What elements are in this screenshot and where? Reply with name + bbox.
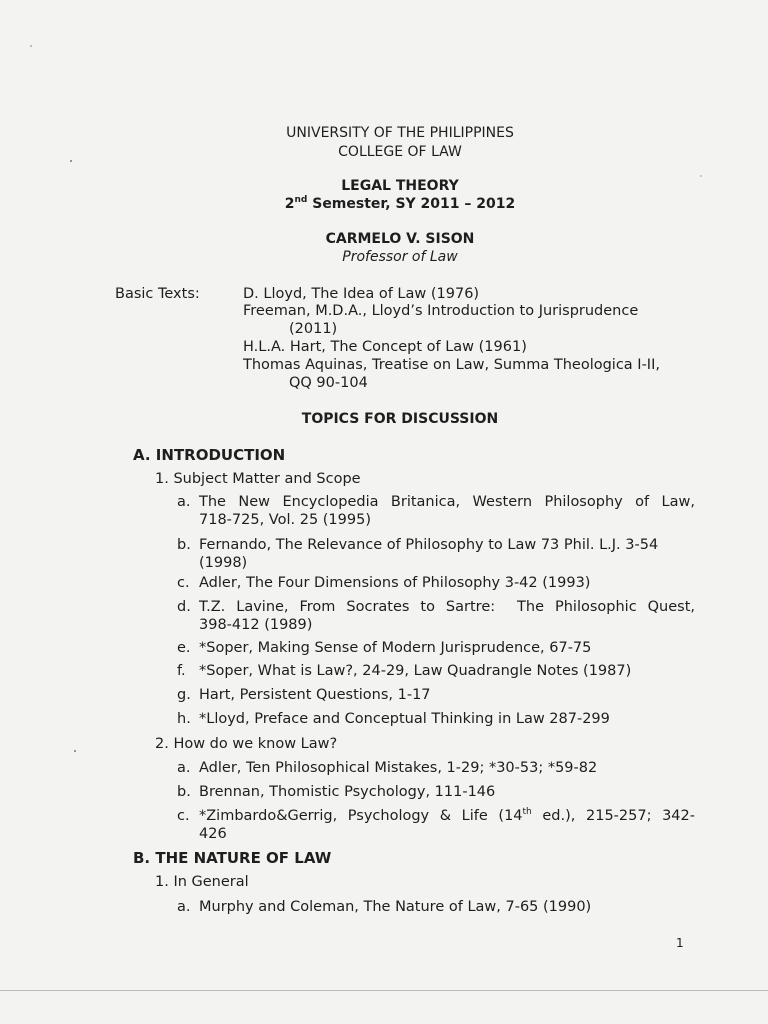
item-text: Hart, Persistent Questions, 1-17 [199,687,431,703]
list-letter: h. [177,711,191,727]
section-b-subheading-1: 1. In General [155,874,249,890]
list-item [177,493,697,529]
item-text-part: ed.), 215-257; 342- [531,808,695,824]
basic-texts-label: Basic Texts: [115,286,200,302]
scan-speck [74,750,76,752]
topics-heading: TOPICS FOR DISCUSSION [301,411,499,427]
professor-title: Professor of Law [342,249,458,265]
list-item [177,536,697,572]
list-item [177,898,697,916]
page-number: 1 [676,936,684,950]
item-text: 718-725, Vol. 25 (1995) [199,512,371,528]
basic-text-line: (2011) [289,321,338,337]
item-text: T.Z. Lavine, From Socrates to Sartre: The Philosophic Quest, [199,599,695,615]
section-b-title: B. THE NATURE OF LAW [133,849,332,867]
list-item [177,686,697,704]
list-letter: a. [177,899,191,915]
item-text [199,807,695,825]
semester-line [0,195,768,213]
list-item [177,639,697,657]
item-text: *Lloyd, Preface and Conceptual Thinking in Law 287-299 [199,711,610,727]
list-letter: b. [177,537,191,553]
list-item [177,598,697,634]
semester-text: Semester, SY 2011 – 2012 [307,196,516,212]
item-text: 426 [199,826,227,842]
item-text: *Soper, What is Law?, 24-29, Law Quadrangle Notes (1987) [199,663,632,679]
edition-superscript: th [522,807,532,817]
list-letter: f. [177,663,186,679]
list-letter: e. [177,640,191,656]
item-text-part: *Zimbardo&Gerrig, Psychology & Life (14 [199,808,523,824]
list-item [177,783,697,801]
list-letter: d. [177,599,191,615]
list-item [177,807,697,843]
section-a-subheading-2: 2. How do we know Law? [155,736,338,752]
item-text: Murphy and Coleman, The Nature of Law, 7-65 (1990) [199,899,592,915]
list-item [177,662,697,680]
list-letter: a. [177,760,191,776]
basic-text-line: H.L.A. Hart, The Concept of Law (1961) [243,339,527,355]
section-a-title: A. INTRODUCTION [133,446,286,464]
list-letter: c. [177,808,190,824]
list-item [177,574,697,592]
item-text: Adler, Ten Philosophical Mistakes, 1-29; *30-53; *59-82 [199,760,598,776]
basic-text-line: D. Lloyd, The Idea of Law (1976) [243,286,480,302]
list-letter: b. [177,784,191,800]
page-edge-line [0,990,768,991]
basic-text-line: Freeman, M.D.A., Lloyd’s Introduction to Jurisprudence [243,303,639,319]
list-letter: c. [177,575,190,591]
list-letter: g. [177,687,191,703]
basic-text-line: QQ 90-104 [289,375,368,391]
item-text: (1998) [199,555,248,571]
item-text: Fernando, The Relevance of Philosophy to Law 73 Phil. L.J. 3-54 [199,537,659,553]
university-name: UNIVERSITY OF THE PHILIPPINES [286,125,514,141]
semester-superscript: nd [294,195,308,205]
college-name: COLLEGE OF LAW [338,144,462,160]
section-a-subheading-1: 1. Subject Matter and Scope [155,471,361,487]
scan-speck [30,45,32,47]
semester-number: 2 [284,196,295,212]
item-text: 398-412 (1989) [199,617,313,633]
item-text: *Soper, Making Sense of Modern Jurisprudence, 67-75 [199,640,592,656]
item-text: The New Encyclopedia Britanica, Western Philosophy of Law, [199,494,695,510]
item-text: Adler, The Four Dimensions of Philosophy 3-42 (1993) [199,575,591,591]
list-item [177,710,697,728]
list-item [177,759,697,777]
item-text: Brennan, Thomistic Psychology, 111-146 [199,784,496,800]
course-title: LEGAL THEORY [341,178,459,194]
basic-text-line: Thomas Aquinas, Treatise on Law, Summa Theologica I-II, [243,357,660,373]
professor-name: CARMELO V. SISON [325,231,475,247]
list-letter: a. [177,494,191,510]
